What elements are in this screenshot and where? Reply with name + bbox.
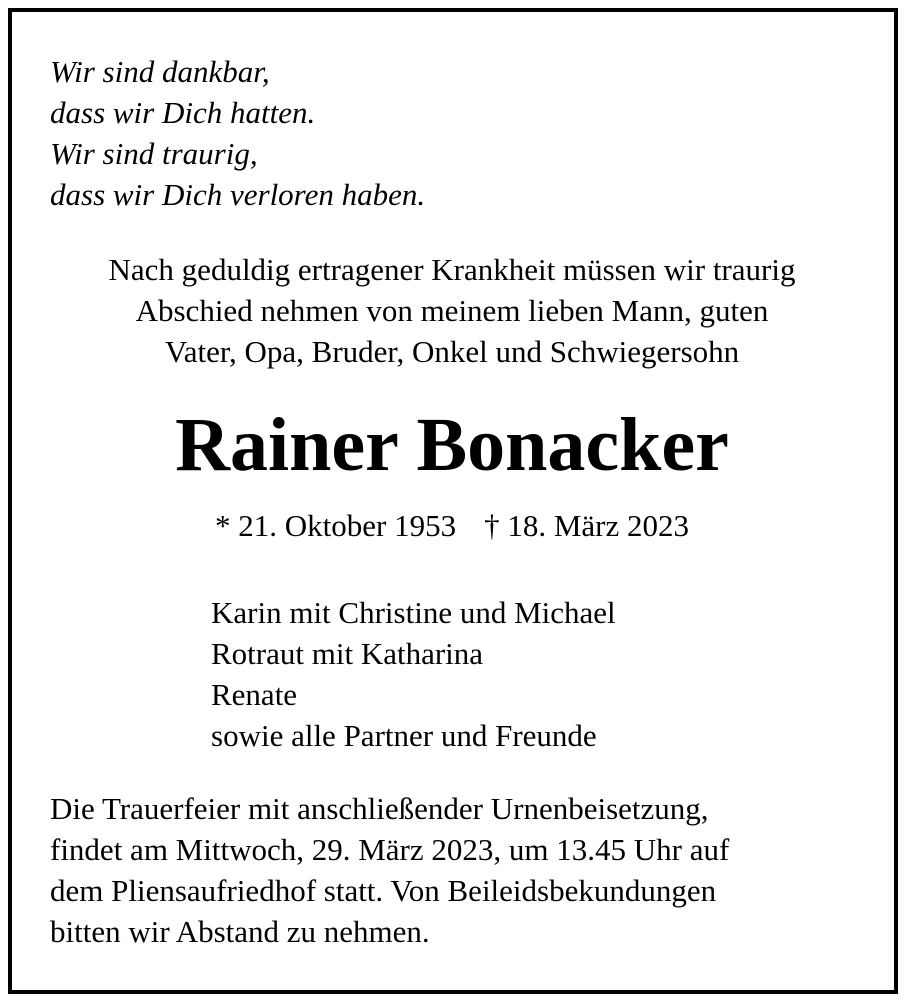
notice-line: Die Trauerfeier mit anschließender Urnenbeisetzung, [50,791,709,826]
notice-line: dem Pliensaufriedhof statt. Von Beileidsbekundungen [50,873,717,908]
intro-line: Vater, Opa, Bruder, Onkel und Schwiegersohn [164,334,740,369]
family-line: sowie alle Partner und Freunde [211,718,597,753]
family-line: Renate [211,677,298,712]
poem-line: Wir sind dankbar, [50,54,270,89]
death-date: † 18. März 2023 [484,508,689,543]
intro-line: Abschied nehmen von meinem lieben Mann, guten [135,293,769,328]
birth-date: * 21. Oktober 1953 [215,508,457,543]
life-dates [0,506,904,546]
deceased-name: Rainer Bonacker [175,403,729,487]
poem-line: dass wir Dich verloren haben. [50,177,426,212]
poem-line: dass wir Dich hatten. [50,95,316,130]
family-line: Karin mit Christine und Michael [211,595,616,630]
notice-line: findet am Mittwoch, 29. März 2023, um 13.45 Uhr auf [50,832,730,867]
intro-line: Nach geduldig ertragener Krankheit müssen wir traurig [108,252,796,287]
family-line: Rotraut mit Katharina [211,636,484,671]
notice-line: bitten wir Abstand zu nehmen. [50,914,430,949]
poem-line: Wir sind traurig, [50,136,258,171]
